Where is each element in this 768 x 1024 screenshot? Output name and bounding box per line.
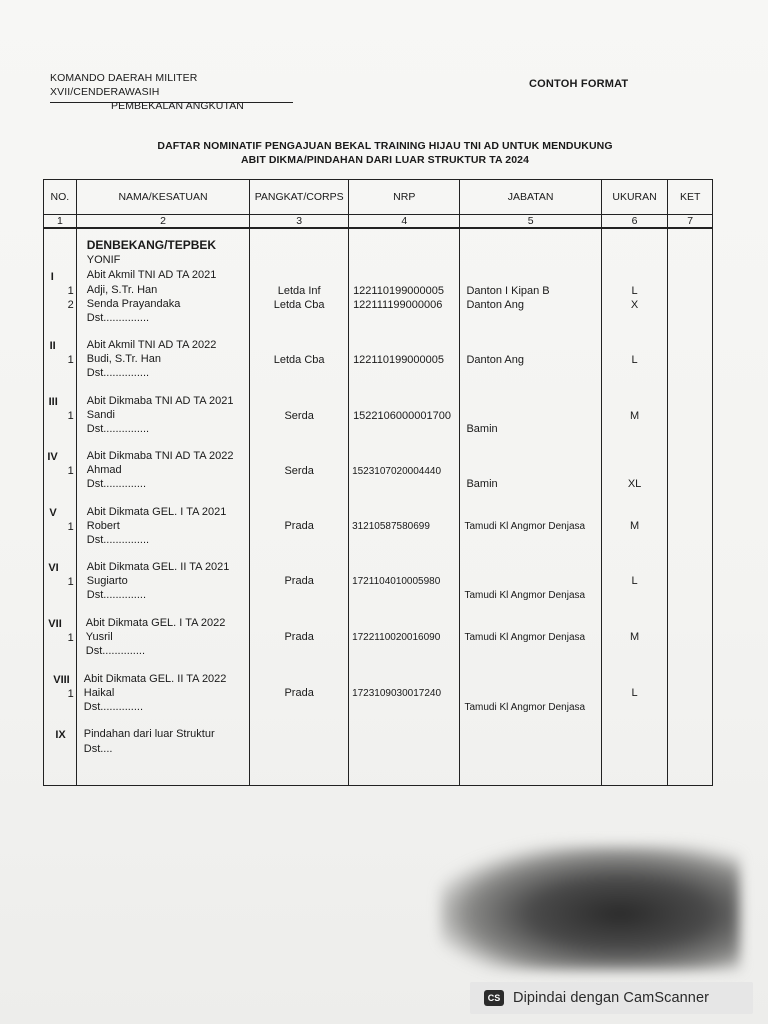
row-no: 1 [67,521,74,533]
camscanner-text: Dipindai dengan CamScanner [513,990,710,1006]
column-number-row [44,215,713,229]
scan-shadow [440,845,740,970]
document-title [100,139,670,167]
row-nrp: 122111199000006 [353,299,443,311]
group-title: Abit Dikmaba TNI AD TA 2022 [86,450,234,462]
group-no: IV [47,451,58,463]
group-no: IX [55,729,66,741]
row-pangkat: Letda Inf [277,285,321,297]
row-jabatan: Bamin [466,423,498,435]
row-nrp: 122110199000005 [353,354,445,366]
col-header-ket: KET [668,180,713,215]
row-nrp: 1723109030017240 [352,688,442,699]
dst-text: Dst.............. [85,645,146,657]
row-pangkat: Prada [284,631,314,643]
group-no: III [48,396,58,408]
row-ukuran: M [629,410,640,422]
nominative-table [43,179,713,786]
group-no: VII [48,618,62,630]
ukuran-column [601,228,668,786]
row-nrp: 1722110020016090 [352,632,441,643]
dst-text: Dst............... [86,367,150,379]
camscanner-logo-icon: CS [484,990,504,1006]
no-column [44,228,77,786]
row-ukuran: L [631,354,638,366]
group-no: VI [48,562,59,574]
pangkat-column [250,228,349,786]
header-underline [50,102,293,103]
nama-column [76,228,249,786]
group-title: Abit Dikmata GEL. I TA 2021 [86,506,227,518]
row-pangkat: Prada [284,520,314,532]
row-no: 1 [67,285,74,297]
row-ukuran: M [629,631,640,643]
group-title: Abit Akmil TNI AD TA 2022 [86,339,217,351]
dst-text: Dst............... [86,534,150,546]
row-ukuran: X [630,299,639,311]
row-ukuran: L [631,575,638,587]
unit-heading: DENBEKANG/TEPBEK [86,238,217,252]
row-nrp: 31210587580699 [352,521,430,532]
row-no: 2 [67,299,74,311]
group-title: Abit Dikmata GEL. II TA 2021 [86,561,230,573]
dst-text: Dst.... [83,743,113,755]
row-pangkat: Prada [284,575,314,587]
format-label: CONTOH FORMAT [529,78,629,90]
col-header-jabatan: JABATAN [460,180,601,215]
row-nama: Senda Prayandaka [86,298,181,310]
title-line-1: DAFTAR NOMINATIF PENGAJUAN BEKAL TRAINING HIJAU TNI AD UNTUK MENDUKUNG [157,140,613,152]
group-no: V [49,507,57,519]
row-nama: Ahmad [86,464,122,476]
row-nrp: 122110199000005 [353,285,445,297]
col-number: 6 [601,215,668,229]
row-no: 1 [67,576,74,588]
col-header-nrp: NRP [349,180,460,215]
col-number: 3 [250,215,349,229]
row-nama: Robert [86,520,120,532]
row-no: 1 [67,465,74,477]
row-nrp: 1523107020004440 [352,466,442,477]
row-pangkat: Serda [284,465,314,477]
row-no: 1 [67,410,74,422]
col-number: 1 [44,215,77,229]
col-number: 7 [668,215,713,229]
table-body-row [44,228,713,786]
group-title: Abit Dikmata GEL. I TA 2022 [85,617,226,629]
row-pangkat: Letda Cba [273,299,325,311]
org-subunit: PEMBEKALAN ANGKUTAN [111,100,244,112]
row-jabatan: Tamudi Kl Angmor Denjasa [464,521,586,532]
row-ukuran: XL [627,478,642,490]
row-no: 1 [67,354,74,366]
nrp-column [349,228,460,786]
row-jabatan: Bamin [466,478,498,490]
row-nrp: 1721104010005980 [352,576,441,587]
row-jabatan: Danton Ang [466,354,524,366]
row-ukuran: L [631,687,638,699]
row-jabatan: Danton I Kipan B [466,285,550,297]
group-title: Abit Dikmaba TNI AD TA 2021 [86,395,234,407]
row-nama: Haikal [83,687,115,699]
col-header-no: NO. [44,180,77,215]
org-name: KOMANDO DAERAH MILITER XVII/CENDERAWASIH [50,72,198,98]
row-pangkat: Letda Cba [273,354,325,366]
row-nrp: 1522106000001700 [353,410,451,422]
group-title: Pindahan dari luar Struktur [83,728,215,740]
row-nama: Sugiarto [86,575,128,587]
row-ukuran: L [631,285,638,297]
group-no: VIII [53,674,70,686]
dst-text: Dst............... [86,423,150,435]
row-jabatan: Tamudi Kl Angmor Denjasa [464,590,586,601]
col-header-ukuran: UKURAN [601,180,668,215]
col-header-nama: NAMA/KESATUAN [76,180,249,215]
row-no: 1 [67,632,74,644]
col-number: 2 [76,215,249,229]
group-no: II [49,340,56,352]
ket-column [668,228,713,786]
row-pangkat: Serda [284,410,314,422]
dst-text: Dst.............. [86,589,147,601]
group-no: I [50,271,54,283]
org-header [50,71,300,113]
row-jabatan: Tamudi Kl Angmor Denjasa [464,702,586,713]
row-ukuran: M [629,520,640,532]
dst-text: Dst............... [86,312,150,324]
table-header-row [44,180,713,215]
jabatan-column [460,228,601,786]
col-header-pangkat: PANGKAT/CORPS [250,180,349,215]
camscanner-watermark [470,982,753,1014]
group-title: Abit Akmil TNI AD TA 2021 [86,269,217,281]
col-number: 4 [349,215,460,229]
row-jabatan: Danton Ang [466,299,524,311]
row-nama: Adji, S.Tr. Han [86,284,158,296]
group-title: Abit Dikmata GEL. II TA 2022 [83,673,227,685]
row-nama: Budi, S.Tr. Han [86,353,161,365]
row-no: 1 [67,688,74,700]
unit-sub: YONIF [86,254,121,266]
row-pangkat: Prada [284,687,314,699]
col-number: 5 [460,215,601,229]
row-jabatan: Tamudi Kl Angmor Denjasa [464,632,586,643]
row-nama: Yusril [85,631,113,643]
title-line-2: ABIT DIKMA/PINDAHAN DARI LUAR STRUKTUR TA 2024 [240,154,530,166]
dst-text: Dst.............. [83,701,144,713]
dst-text: Dst.............. [86,478,147,490]
row-nama: Sandi [86,409,115,421]
